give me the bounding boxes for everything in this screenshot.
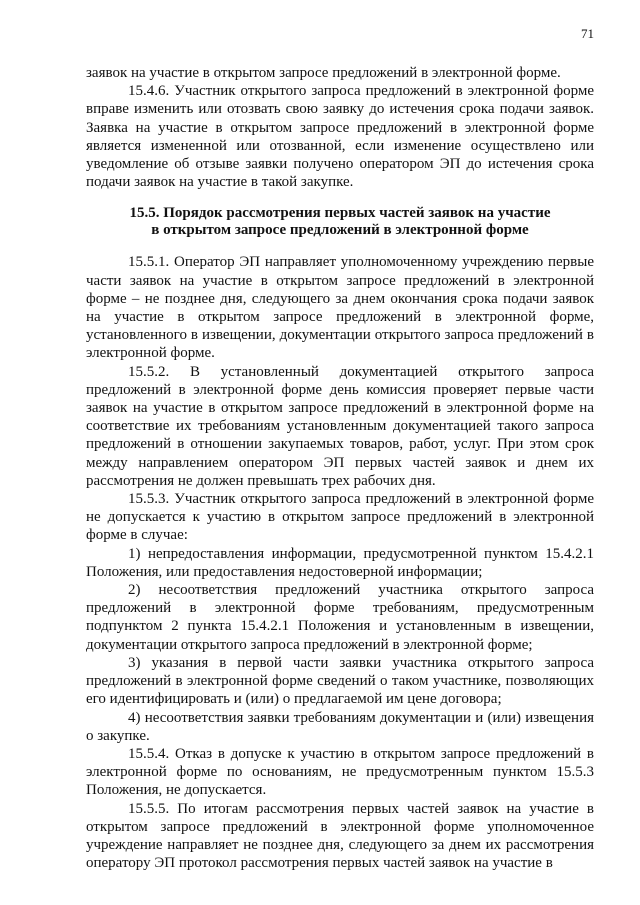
- paragraph-continuation: заявок на участие в открытом запросе предложений в электронной форме.: [86, 65, 561, 81]
- list-item-4: 4) несоответствия заявки требованиям документации и (или) извещения о закупке.: [86, 709, 594, 744]
- paragraph-15-4-6: 15.4.6. Участник открытого запроса предложений в электронной форме вправе изменить или отозвать свою заявку до истечения срока подачи заявок. Заявка на участие в открытом запросе предложений в электронной форме является измененной или отозванной, если изменение осуществлено или уведомление об отзыве заявки получено оператором ЭП до истечения срока подачи заявок на участие в такой закупке.: [86, 83, 594, 191]
- paragraph-15-5-3: 15.5.3. Участник открытого запроса предложений в электронной форме не допускается к участию в открытом запросе предложений в электронной форме в случае:: [86, 491, 594, 544]
- paragraph-15-5-1: 15.5.1. Оператор ЭП направляет уполномоченному учреждению первые части заявок на участие в открытом запросе предложений в электронной форме – не позднее дня, следующего за днем окончания срока подачи заявок на участие в открытом запросе предложений в электронной форме, установленного в извещении, документации открытого запроса предложений в электронной форме.: [86, 254, 594, 362]
- paragraph-15-5-5: 15.5.5. По итогам рассмотрения первых частей заявок на участие в открытом запросе предложений в электронной форме уполномоченное учреждение направляет не позднее дня, следующего за днем их рассмотрения оператору ЭП протокол рассмотрения первых частей заявок на участие в: [86, 800, 594, 872]
- paragraph-15-5-4: 15.5.4. Отказ в допуске к участию в открытом запросе предложений в электронной форме по основаниям, не предусмотренным пунктом 15.5.3 Положения, не допускается.: [86, 745, 594, 799]
- list-item-1: 1) непредоставления информации, предусмотренной пунктом 15.4.2.1 Положения, или предоставления недостоверной информации;: [86, 545, 594, 580]
- page-number: 71: [581, 26, 594, 41]
- document-body: [86, 64, 594, 872]
- list-item-2: 2) несоответствия предложений участника открытого запроса предложений в электронной форме требованиям, предусмотренным подпунктом 2 пункта 15.4.2.1 Положения и установленным в извещении, документации открытого запроса предложений в электронной форме;: [86, 582, 594, 653]
- section-heading-line-2: в открытом запросе предложений в электронной форме: [151, 222, 529, 239]
- list-item-3: 3) указания в первой части заявки участника открытого запроса предложений в электронной форме сведений о таком участнике, позволяющих его идентифицировать и (или) о предлагаемой им цене договора;: [86, 654, 594, 708]
- section-heading: [86, 205, 594, 239]
- section-heading-line-1: 15.5. Порядок рассмотрения первых частей заявок на участие: [129, 205, 551, 222]
- paragraph-15-5-2: 15.5.2. В установленный документацией открытого запроса предложений в электронной форме день комиссия проверяет первые части заявок на участие в открытом запросе предложений в электронной форме на соответствие их требованиям установленным документацией такого запроса предложений в отношении закупаемых товаров, работ, услуг. При этом срок между направлением оператором ЭП первых частей заявок и днем их рассмотрения не должен превышать трех рабочих дня.: [86, 363, 594, 489]
